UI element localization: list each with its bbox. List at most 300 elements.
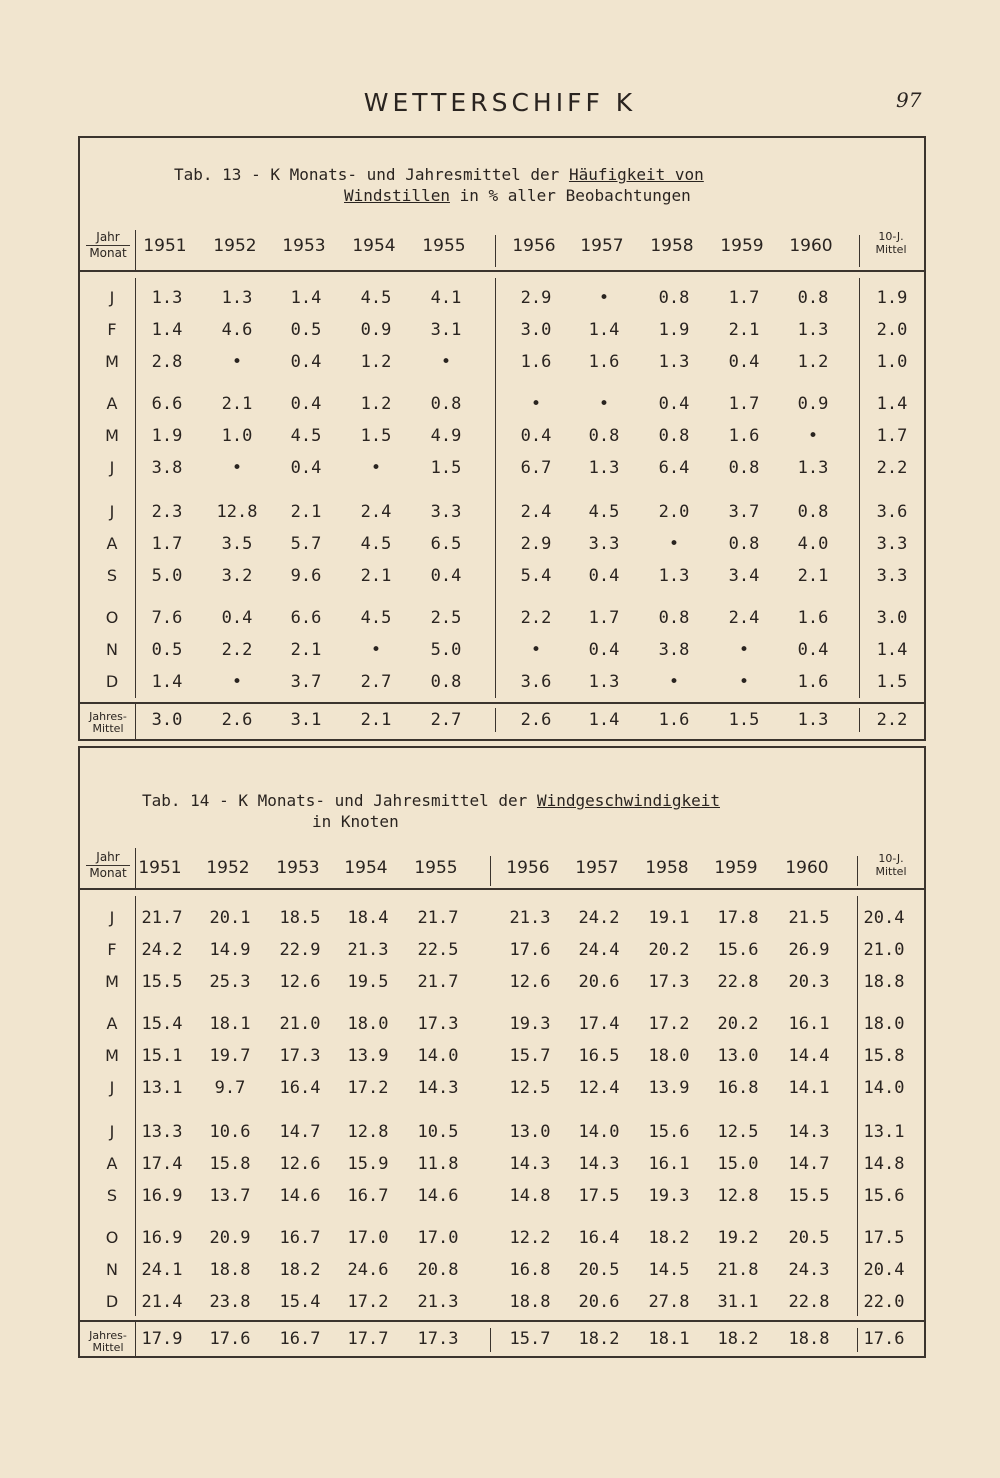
- value-cell: 12.4: [578, 1078, 620, 1098]
- caption-prefix: Tab. 13 - K Monats- und Jahresmittel der: [174, 165, 569, 184]
- month-label: S: [106, 1186, 118, 1205]
- value-cell: 0.8: [728, 534, 760, 554]
- value-cell: 24.2: [578, 908, 620, 928]
- value-cell: 4.5: [290, 426, 322, 446]
- caption-rest: in % aller Beobachtungen: [449, 186, 691, 205]
- month-label: O: [105, 608, 119, 627]
- value-cell: 0.4: [588, 566, 620, 586]
- value-cell: 14.0: [578, 1122, 620, 1142]
- value-cell: 20.2: [717, 1014, 759, 1034]
- half-divider-header: [495, 235, 496, 267]
- value-cell: 1.3: [588, 672, 620, 692]
- value-cell: 16.7: [347, 1186, 389, 1206]
- value-cell: 18.1: [209, 1014, 251, 1034]
- value-cell: 14.3: [417, 1078, 459, 1098]
- value-cell: 17.2: [347, 1078, 389, 1098]
- value-cell: 20.9: [209, 1228, 251, 1248]
- value-cell: 6.4: [658, 458, 690, 478]
- value-cell: 0.8: [658, 608, 690, 628]
- value-cell: 4.5: [360, 534, 392, 554]
- annual-rule: [80, 1320, 924, 1322]
- mean-column-header: 10-J. Mittel: [875, 230, 907, 256]
- value-cell: 1.6: [520, 352, 552, 372]
- value-cell: 2.1: [221, 394, 253, 414]
- month-label: D: [105, 672, 119, 691]
- value-cell: 0.4: [430, 566, 462, 586]
- table-row: [80, 534, 924, 558]
- value-cell: •: [598, 394, 610, 414]
- table-row: [80, 426, 924, 450]
- value-cell: 14.0: [417, 1046, 459, 1066]
- value-cell: 20.6: [578, 972, 620, 992]
- value-cell: 26.9: [788, 940, 830, 960]
- annual-mean-cell: 1.4: [588, 710, 620, 730]
- mean-cell: 21.0: [863, 940, 905, 960]
- value-cell: 2.0: [658, 502, 690, 522]
- mean-cell: 3.3: [876, 534, 908, 554]
- value-cell: 18.4: [347, 908, 389, 928]
- month-label: M: [105, 1046, 119, 1065]
- value-cell: 1.6: [797, 608, 829, 628]
- value-cell: 14.7: [279, 1122, 321, 1142]
- value-cell: 16.4: [578, 1228, 620, 1248]
- value-cell: 0.4: [658, 394, 690, 414]
- year-header-1951: 1951: [138, 858, 182, 878]
- value-cell: 2.8: [151, 352, 183, 372]
- corner-bottom: Monat: [89, 866, 127, 880]
- value-cell: 12.5: [509, 1078, 551, 1098]
- mean-cell: 20.4: [863, 908, 905, 928]
- value-cell: 2.9: [520, 534, 552, 554]
- value-cell: 1.5: [430, 458, 462, 478]
- value-cell: 0.4: [797, 640, 829, 660]
- value-cell: 6.6: [151, 394, 183, 414]
- year-header-1956: 1956: [506, 858, 550, 878]
- year-header-1959: 1959: [720, 236, 764, 256]
- month-label: J: [109, 1122, 115, 1141]
- table-row: [80, 502, 924, 526]
- value-cell: 0.8: [797, 502, 829, 522]
- value-cell: 12.8: [717, 1186, 759, 1206]
- value-cell: 15.7: [509, 1046, 551, 1066]
- value-cell: •: [370, 640, 382, 660]
- year-header-1954: 1954: [352, 236, 396, 256]
- mean-cell: 1.7: [876, 426, 908, 446]
- annual-mean-cell: 18.1: [648, 1329, 690, 1349]
- annual-mean-row: [80, 710, 924, 734]
- table-row: [80, 640, 924, 664]
- table-row: [80, 1122, 924, 1146]
- value-cell: 0.5: [290, 320, 322, 340]
- table-row: [80, 972, 924, 996]
- value-cell: 24.4: [578, 940, 620, 960]
- value-cell: 2.2: [520, 608, 552, 628]
- value-cell: 17.3: [279, 1046, 321, 1066]
- annual-mean-divider: [859, 708, 860, 732]
- value-cell: 1.3: [797, 320, 829, 340]
- half-divider-header: [490, 856, 491, 886]
- value-cell: 2.1: [290, 502, 322, 522]
- table-row: [80, 672, 924, 696]
- mean-cell: 1.4: [876, 394, 908, 414]
- annual-mean-cell: 2.7: [430, 710, 462, 730]
- value-cell: 2.7: [360, 672, 392, 692]
- value-cell: 10.6: [209, 1122, 251, 1142]
- value-cell: 16.8: [717, 1078, 759, 1098]
- value-cell: •: [668, 534, 680, 554]
- value-cell: 20.1: [209, 908, 251, 928]
- value-cell: 13.0: [717, 1046, 759, 1066]
- month-label: A: [106, 1014, 118, 1033]
- value-cell: 17.0: [417, 1228, 459, 1248]
- value-cell: 3.7: [728, 502, 760, 522]
- month-label: J: [109, 458, 115, 477]
- value-cell: 0.9: [797, 394, 829, 414]
- value-cell: 15.8: [209, 1154, 251, 1174]
- value-cell: 6.7: [520, 458, 552, 478]
- value-cell: 14.6: [417, 1186, 459, 1206]
- value-cell: 1.2: [360, 352, 392, 372]
- value-cell: 2.1: [797, 566, 829, 586]
- value-cell: 23.8: [209, 1292, 251, 1312]
- value-cell: 1.3: [588, 458, 620, 478]
- value-cell: 2.4: [520, 502, 552, 522]
- caption-underlined: Windgeschwindigkeit: [536, 791, 720, 810]
- value-cell: 17.8: [717, 908, 759, 928]
- value-cell: 1.3: [658, 352, 690, 372]
- value-cell: 15.5: [788, 1186, 830, 1206]
- value-cell: •: [530, 640, 542, 660]
- year-header-1957: 1957: [580, 236, 624, 256]
- value-cell: 22.5: [417, 940, 459, 960]
- value-cell: 10.5: [417, 1122, 459, 1142]
- value-cell: 3.3: [430, 502, 462, 522]
- value-cell: 15.0: [717, 1154, 759, 1174]
- value-cell: 20.2: [648, 940, 690, 960]
- annual-mean-cell: 1.6: [658, 710, 690, 730]
- value-cell: •: [598, 288, 610, 308]
- mean-cell: 13.1: [863, 1122, 905, 1142]
- mean-cell: 15.6: [863, 1186, 905, 1206]
- value-cell: 12.6: [279, 972, 321, 992]
- value-cell: 16.9: [141, 1186, 183, 1206]
- value-cell: •: [668, 672, 680, 692]
- value-cell: 3.1: [430, 320, 462, 340]
- annual-mean-cell: 2.6: [520, 710, 552, 730]
- value-cell: 0.8: [658, 426, 690, 446]
- mean-cell: 18.8: [863, 972, 905, 992]
- value-cell: 0.8: [588, 426, 620, 446]
- value-cell: 14.3: [509, 1154, 551, 1174]
- table-row: [80, 1014, 924, 1038]
- value-cell: 1.4: [151, 320, 183, 340]
- year-header-1960: 1960: [789, 236, 833, 256]
- value-cell: •: [738, 672, 750, 692]
- value-cell: 21.5: [788, 908, 830, 928]
- value-cell: 1.9: [658, 320, 690, 340]
- table-row: [80, 458, 924, 482]
- value-cell: 17.3: [417, 1014, 459, 1034]
- value-cell: 1.7: [728, 288, 760, 308]
- annual-mean-row: [80, 1329, 924, 1353]
- value-cell: 12.6: [279, 1154, 321, 1174]
- value-cell: 24.2: [141, 940, 183, 960]
- value-cell: 18.0: [648, 1046, 690, 1066]
- year-header-1953: 1953: [282, 236, 326, 256]
- annual-mean-cell: 17.9: [141, 1329, 183, 1349]
- table-row: [80, 1228, 924, 1252]
- value-cell: 0.4: [221, 608, 253, 628]
- table-row: [80, 394, 924, 418]
- annual-mean-divider: [857, 1328, 858, 1352]
- table-row: [80, 608, 924, 632]
- value-cell: 6.6: [290, 608, 322, 628]
- value-cell: 16.7: [279, 1228, 321, 1248]
- corner-label: [86, 850, 130, 881]
- month-label: F: [107, 320, 117, 339]
- table-row: [80, 320, 924, 344]
- mean-cell: 14.0: [863, 1078, 905, 1098]
- mean-cell: 15.8: [863, 1046, 905, 1066]
- value-cell: 14.3: [578, 1154, 620, 1174]
- month-label: A: [106, 1154, 118, 1173]
- value-cell: 2.2: [221, 640, 253, 660]
- mean-divider-header: [857, 856, 858, 886]
- annual-label: Jahres- Mittel: [89, 710, 127, 735]
- mean-cell: 14.8: [863, 1154, 905, 1174]
- value-cell: 0.8: [430, 394, 462, 414]
- mean-divider-header: [859, 235, 860, 267]
- value-cell: 1.6: [797, 672, 829, 692]
- month-label: A: [106, 534, 118, 553]
- value-cell: 0.8: [658, 288, 690, 308]
- value-cell: 2.3: [151, 502, 183, 522]
- value-cell: 4.9: [430, 426, 462, 446]
- table-row: [80, 1154, 924, 1178]
- value-cell: 20.6: [578, 1292, 620, 1312]
- value-cell: 3.7: [290, 672, 322, 692]
- value-cell: 16.1: [788, 1014, 830, 1034]
- value-cell: •: [231, 672, 243, 692]
- value-cell: 0.4: [290, 352, 322, 372]
- value-cell: 5.7: [290, 534, 322, 554]
- month-label: J: [109, 288, 115, 307]
- value-cell: 1.4: [151, 672, 183, 692]
- table-caption: [174, 164, 704, 206]
- value-cell: 19.3: [648, 1186, 690, 1206]
- annual-mean-cell: 18.8: [788, 1329, 830, 1349]
- value-cell: 20.5: [578, 1260, 620, 1280]
- annual-mean-cell: 17.6: [209, 1329, 251, 1349]
- value-cell: 2.4: [728, 608, 760, 628]
- value-cell: 13.9: [347, 1046, 389, 1066]
- annual-label: Jahres- Mittel: [89, 1329, 127, 1354]
- value-cell: 4.5: [360, 288, 392, 308]
- month-label: F: [107, 940, 117, 959]
- value-cell: 3.4: [728, 566, 760, 586]
- table-row: [80, 288, 924, 312]
- annual-mean-cell: 1.5: [728, 710, 760, 730]
- value-cell: 4.6: [221, 320, 253, 340]
- value-cell: 0.4: [728, 352, 760, 372]
- month-label: N: [106, 640, 118, 659]
- month-label: J: [109, 908, 115, 927]
- value-cell: 12.6: [509, 972, 551, 992]
- mean-cell: 18.0: [863, 1014, 905, 1034]
- annual-month-divider: [135, 1320, 136, 1356]
- value-cell: 9.7: [214, 1078, 246, 1098]
- value-cell: 21.7: [417, 908, 459, 928]
- value-cell: 22.8: [788, 1292, 830, 1312]
- value-cell: 14.8: [509, 1186, 551, 1206]
- value-cell: 22.8: [717, 972, 759, 992]
- mean-cell: 2.0: [876, 320, 908, 340]
- value-cell: •: [530, 394, 542, 414]
- value-cell: 4.0: [797, 534, 829, 554]
- table-row: [80, 908, 924, 932]
- year-header-1955: 1955: [414, 858, 458, 878]
- value-cell: 1.2: [797, 352, 829, 372]
- value-cell: 21.7: [141, 908, 183, 928]
- table-caption: [142, 790, 720, 832]
- value-cell: 1.3: [221, 288, 253, 308]
- value-cell: 13.1: [141, 1078, 183, 1098]
- table-row: [80, 1078, 924, 1102]
- value-cell: 17.3: [648, 972, 690, 992]
- value-cell: 1.6: [588, 352, 620, 372]
- value-cell: 25.3: [209, 972, 251, 992]
- value-cell: 12.8: [347, 1122, 389, 1142]
- value-cell: 21.4: [141, 1292, 183, 1312]
- annual-mean-cell: 3.0: [151, 710, 183, 730]
- value-cell: 18.8: [509, 1292, 551, 1312]
- value-cell: 4.5: [588, 502, 620, 522]
- annual-mean-cell: 1.3: [797, 710, 829, 730]
- value-cell: 14.3: [788, 1122, 830, 1142]
- value-cell: 1.3: [151, 288, 183, 308]
- corner-divider: [135, 848, 136, 888]
- value-cell: 1.7: [728, 394, 760, 414]
- value-cell: 16.4: [279, 1078, 321, 1098]
- mean-cell: 22.0: [863, 1292, 905, 1312]
- value-cell: 2.1: [290, 640, 322, 660]
- year-header-1960: 1960: [785, 858, 829, 878]
- value-cell: 14.7: [788, 1154, 830, 1174]
- value-cell: 0.4: [520, 426, 552, 446]
- value-cell: •: [440, 352, 452, 372]
- value-cell: 14.5: [648, 1260, 690, 1280]
- table-row: [80, 1292, 924, 1316]
- value-cell: 14.1: [788, 1078, 830, 1098]
- mean-cell: 3.6: [876, 502, 908, 522]
- value-cell: 12.8: [216, 502, 258, 522]
- value-cell: 1.9: [151, 426, 183, 446]
- value-cell: 18.0: [347, 1014, 389, 1034]
- value-cell: 17.6: [509, 940, 551, 960]
- value-cell: 2.1: [728, 320, 760, 340]
- value-cell: 27.8: [648, 1292, 690, 1312]
- value-cell: 12.2: [509, 1228, 551, 1248]
- page-number: 97: [896, 88, 922, 112]
- value-cell: 20.3: [788, 972, 830, 992]
- month-label: D: [105, 1292, 119, 1311]
- value-cell: 2.5: [430, 608, 462, 628]
- value-cell: 18.2: [279, 1260, 321, 1280]
- value-cell: 19.5: [347, 972, 389, 992]
- year-header-1955: 1955: [422, 236, 466, 256]
- value-cell: 15.5: [141, 972, 183, 992]
- header-rule: [80, 888, 924, 890]
- year-header-1957: 1957: [575, 858, 619, 878]
- value-cell: 2.1: [360, 566, 392, 586]
- value-cell: 16.1: [648, 1154, 690, 1174]
- annual-rule: [80, 702, 924, 704]
- mean-cell: 3.3: [876, 566, 908, 586]
- value-cell: 1.7: [151, 534, 183, 554]
- value-cell: 18.8: [209, 1260, 251, 1280]
- value-cell: 1.3: [797, 458, 829, 478]
- value-cell: 4.1: [430, 288, 462, 308]
- value-cell: 16.9: [141, 1228, 183, 1248]
- caption-underlined: Häufigkeit von: [568, 165, 704, 184]
- year-header-1951: 1951: [143, 236, 187, 256]
- value-cell: 17.2: [648, 1014, 690, 1034]
- value-cell: 1.4: [588, 320, 620, 340]
- value-cell: 21.7: [417, 972, 459, 992]
- value-cell: 14.6: [279, 1186, 321, 1206]
- value-cell: 13.0: [509, 1122, 551, 1142]
- annual-mean-cell: 3.1: [290, 710, 322, 730]
- value-cell: 3.0: [520, 320, 552, 340]
- year-header-1958: 1958: [645, 858, 689, 878]
- value-cell: 15.4: [279, 1292, 321, 1312]
- table-row: [80, 940, 924, 964]
- value-cell: 24.3: [788, 1260, 830, 1280]
- table-row: [80, 1186, 924, 1210]
- page-header-title: WETTERSCHIFF K: [363, 88, 637, 117]
- month-label: M: [105, 352, 119, 371]
- value-cell: 3.8: [151, 458, 183, 478]
- value-cell: 7.6: [151, 608, 183, 628]
- corner-top: Jahr: [86, 850, 130, 866]
- annual-mean-total: 17.6: [863, 1329, 905, 1349]
- annual-half-divider: [490, 1328, 491, 1352]
- annual-mean-cell: 18.2: [578, 1329, 620, 1349]
- month-label: M: [105, 972, 119, 991]
- value-cell: 18.2: [648, 1228, 690, 1248]
- value-cell: 20.8: [417, 1260, 459, 1280]
- value-cell: 24.1: [141, 1260, 183, 1280]
- value-cell: •: [370, 458, 382, 478]
- year-header-1958: 1958: [650, 236, 694, 256]
- mean-cell: 1.5: [876, 672, 908, 692]
- value-cell: 19.1: [648, 908, 690, 928]
- value-cell: 17.2: [347, 1292, 389, 1312]
- mean-cell: 1.0: [876, 352, 908, 372]
- value-cell: 16.5: [578, 1046, 620, 1066]
- value-cell: •: [807, 426, 819, 446]
- value-cell: 5.0: [430, 640, 462, 660]
- value-cell: 0.9: [360, 320, 392, 340]
- value-cell: 15.4: [141, 1014, 183, 1034]
- value-cell: 22.9: [279, 940, 321, 960]
- value-cell: 20.5: [788, 1228, 830, 1248]
- value-cell: 21.0: [279, 1014, 321, 1034]
- table-row: [80, 352, 924, 376]
- value-cell: 1.5: [360, 426, 392, 446]
- month-label: M: [105, 426, 119, 445]
- value-cell: 13.3: [141, 1122, 183, 1142]
